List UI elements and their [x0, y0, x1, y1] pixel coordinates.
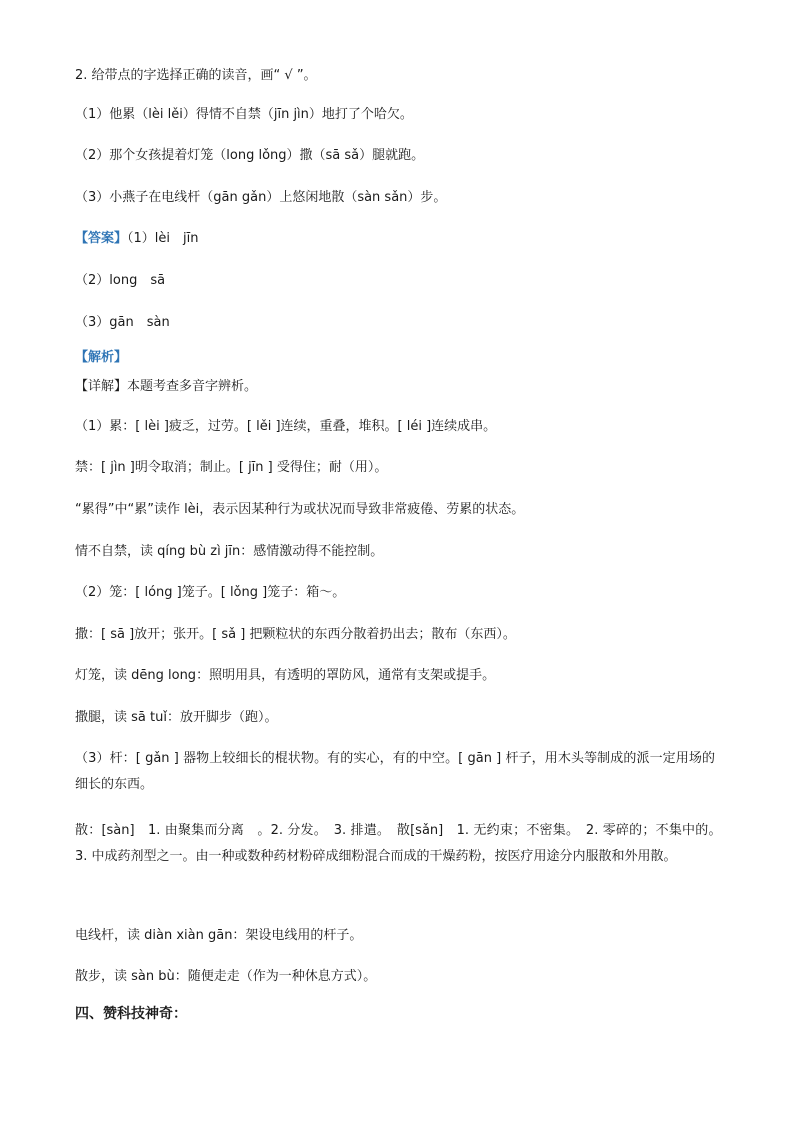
- analysis-line-satui: 撒腿，读 sā tuǐ：放开脚步（跑）。: [75, 710, 278, 725]
- analysis-line-denglong: 灯笼，读 dēng long：照明用具，有透明的罩防风，通常有支架或提手。: [75, 668, 496, 683]
- detail-tag: 【详解】: [75, 379, 128, 394]
- analysis-line-sa: 撒：[ sā ]放开；张开。[ sǎ ] 把颗粒状的东西分散着扔出去；散布（东西）。: [75, 627, 516, 642]
- detail-line: [75, 378, 257, 396]
- section-heading: 四、赞科技神奇：: [75, 1006, 187, 1022]
- detail-text: 本题考查多音字辨析。: [127, 379, 258, 394]
- analysis-line-qbzj: 情不自禁，读 qíng bù zì jīn：感情激动得不能控制。: [75, 544, 384, 559]
- analysis-line-leide: “累得”中“累”读作 lèi，表示因某种行为或状况而导致非常疲倦、劳累的状态。: [75, 502, 525, 517]
- question-title: 2. 给带点的字选择正确的读音，画“ √ ”。: [75, 68, 317, 83]
- analysis-line-sanbu: 散步，读 sàn bù：随便走走（作为一种休息方式）。: [75, 969, 377, 984]
- answer-line-1: [75, 230, 198, 248]
- answer-tag: 【答案】: [75, 231, 128, 246]
- analysis-line-jin: 禁：[ jìn ]明令取消；制止。[ jīn ] 受得住；耐（用）。: [75, 460, 388, 475]
- question-item-3: （3）小燕子在电线杆（gān gǎn）上悠闲地散（sàn sǎn）步。: [75, 190, 447, 205]
- analysis-para-san: 散：[sàn] 1. 由聚集而分离 。2. 分发。 3. 排遣。 散[sǎn] 1. 无约束；不密集。 2. 零碎的；不集中的。 3. 中成药剂型之一。由一种或数种药材粉碎成细粉混合而成的干燥药粉，按医疗用途分内服散和外用散。: [75, 823, 729, 864]
- answer-item-1: （1）lèi jīn: [127, 231, 199, 246]
- analysis-line-long: （2）笼：[ lóng ]笼子。[ lǒng ]笼子：箱～。: [75, 585, 346, 600]
- question-item-2: （2）那个女孩提着灯笼（long lǒng）撒（sā sǎ）腿就跑。: [75, 148, 425, 163]
- analysis-line-dianxiangan: 电线杆，读 diàn xiàn gān：架设电线用的杆子。: [75, 928, 363, 943]
- analysis-line-lei: （1）累：[ lèi ]疲乏，过劳。[ lěi ]连续，重叠，堆积。[ léi ]连续成串。: [75, 419, 497, 434]
- answer-item-2: （2）long sā: [75, 273, 166, 288]
- answer-item-3: （3）gān sàn: [75, 315, 170, 330]
- analysis-tag: 【解析】: [75, 350, 128, 365]
- analysis-para-gan: （3）杆：[ gǎn ] 器物上较细长的棍状物。有的实心，有的中空。[ gān ] 杆子，用木头等制成的派一定用场的细长的东西。: [75, 751, 715, 792]
- question-item-1: （1）他累（lèi lěi）得情不自禁（jīn jìn）地打了个哈欠。: [75, 107, 413, 122]
